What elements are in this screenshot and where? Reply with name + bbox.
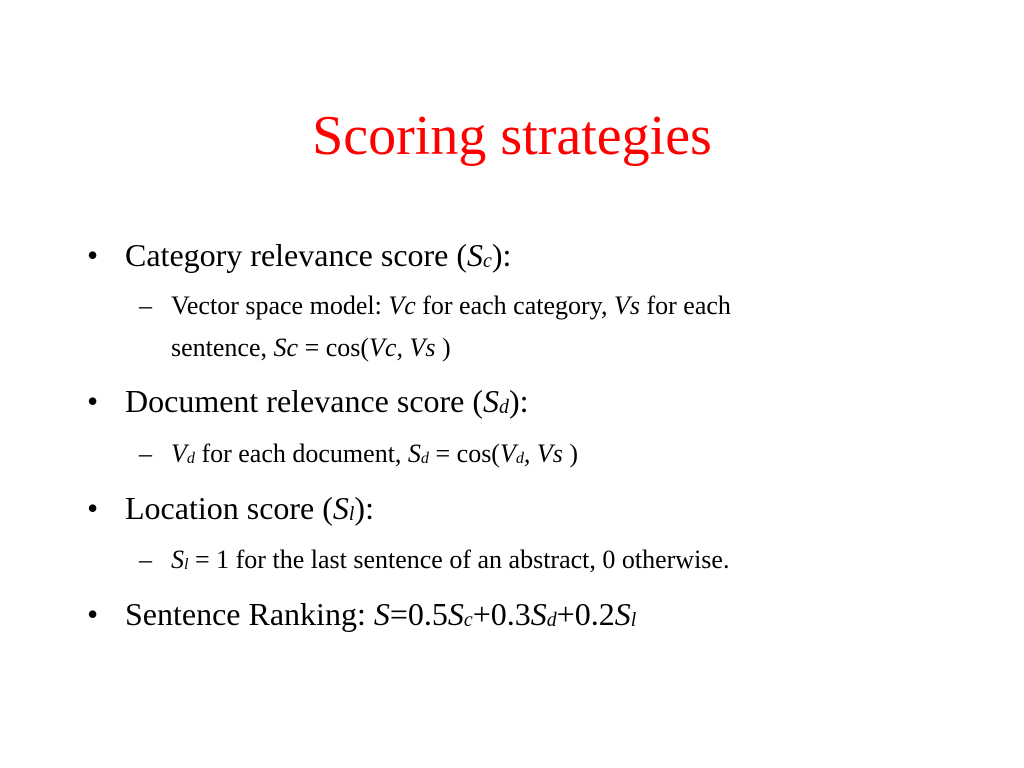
math-args: Vc, Vs — [369, 333, 436, 362]
math-sub: c — [483, 249, 492, 272]
math-var: V — [499, 439, 516, 468]
math-sub: l — [630, 608, 637, 631]
item-text: Sentence Ranking: — [125, 596, 374, 632]
item-text: =0.5 — [389, 596, 448, 632]
math-sub: d — [515, 449, 524, 467]
item-text: sentence, — [171, 333, 274, 362]
item-text: ) — [562, 439, 579, 468]
math-var: S — [407, 439, 421, 468]
item-text: = 1 for the last sentence of an abstract, 0 otherwise. — [188, 545, 730, 574]
math-var: S — [447, 596, 464, 632]
bullet-category-relevance — [87, 236, 512, 279]
item-text: Location score ( — [125, 490, 333, 526]
math-var: S — [467, 237, 484, 273]
item-text: for each document, — [194, 439, 408, 468]
item-text: Category relevance score ( — [125, 237, 468, 273]
bullet-icon: • — [87, 596, 99, 632]
math-sub: d — [546, 608, 557, 631]
bullet-icon: • — [87, 383, 99, 419]
dash-icon: – — [139, 291, 152, 320]
item-text: +0.2 — [556, 596, 615, 632]
math-sub: d — [186, 449, 195, 467]
bullet-icon: • — [87, 490, 99, 526]
dash-icon: – — [139, 439, 152, 468]
subbullet-location-rule — [139, 543, 730, 581]
math-var: S — [171, 545, 184, 574]
math-var: Vs — [613, 291, 640, 320]
subbullet-vector-space — [139, 289, 731, 323]
math-args: , Vs — [523, 439, 563, 468]
math-sub: c — [463, 608, 473, 631]
bullet-location-score — [87, 489, 374, 532]
item-text: Vector space model: — [171, 291, 389, 320]
item-text: ) — [435, 333, 451, 362]
subbullet-vector-space-cont — [171, 331, 451, 365]
item-text: Document relevance score ( — [125, 383, 484, 419]
subbullet-document-vector — [139, 437, 579, 475]
math-sub: d — [499, 395, 509, 418]
item-text: = cos( — [298, 333, 370, 362]
dash-icon: – — [139, 545, 152, 574]
math-sub: l — [184, 555, 189, 573]
item-text: ): — [354, 490, 374, 526]
math-sub: d — [420, 449, 429, 467]
math-var: V — [171, 439, 187, 468]
bullet-icon: • — [87, 237, 99, 273]
math-var: Sc — [273, 333, 299, 362]
math-var: S — [332, 490, 349, 526]
item-text: ): — [508, 383, 529, 419]
bullet-sentence-ranking — [87, 595, 637, 638]
math-var: S — [614, 596, 631, 632]
math-var: Vc — [388, 291, 416, 320]
item-text: for each — [639, 291, 731, 320]
slide-title: Scoring strategies — [312, 105, 712, 167]
math-var: S — [373, 596, 390, 632]
math-var: S — [483, 383, 500, 419]
item-text: for each category, — [415, 291, 614, 320]
math-sub: l — [348, 502, 355, 525]
item-text: ): — [491, 237, 512, 273]
bullet-document-relevance — [87, 382, 529, 425]
math-var: S — [530, 596, 547, 632]
item-text: = cos( — [428, 439, 500, 468]
item-text: +0.3 — [472, 596, 531, 632]
